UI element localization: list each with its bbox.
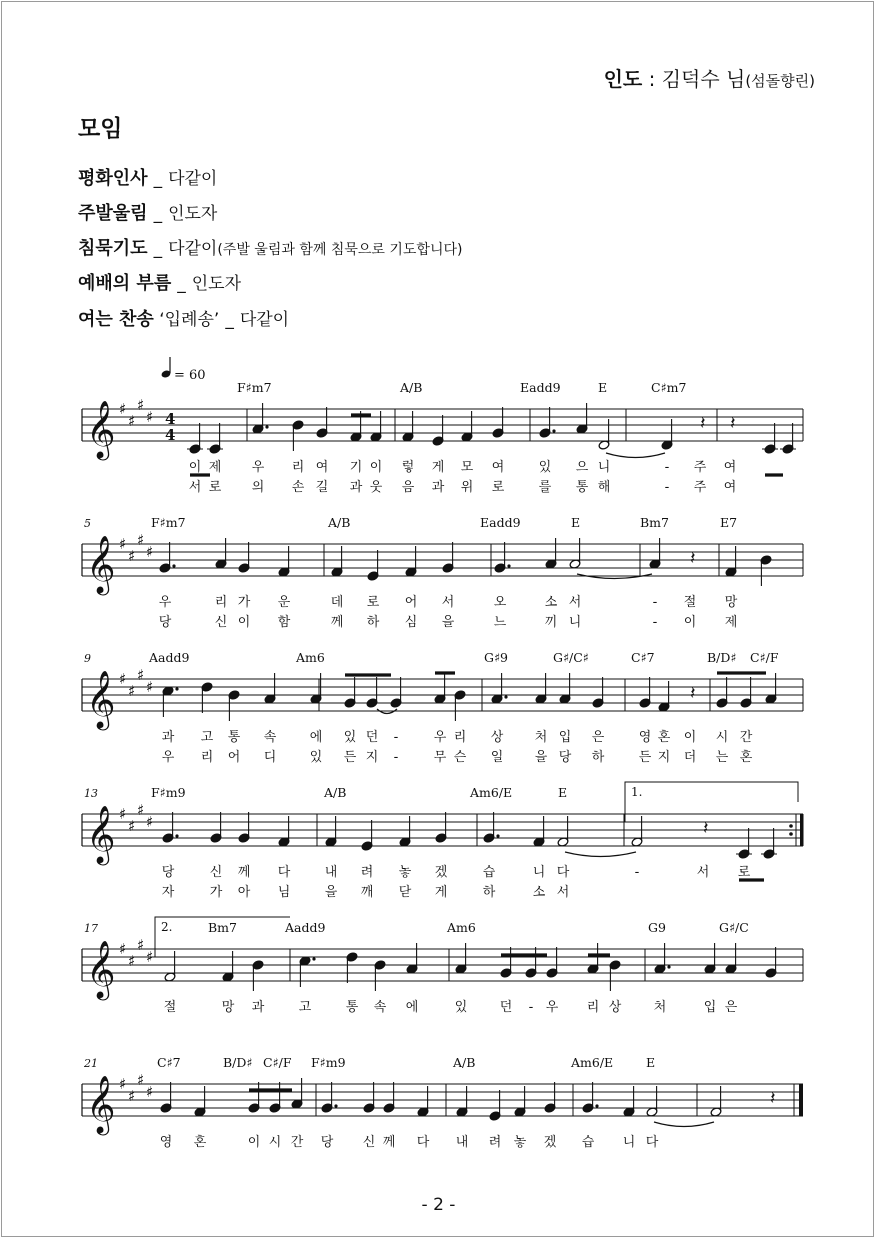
dot — [595, 1104, 598, 1107]
treble-clef-icon: 𝄞 — [86, 940, 116, 998]
order-item-name: 여는 찬송 — [78, 309, 154, 330]
lyric-syllable: - — [528, 1000, 534, 1015]
lyric-syllable: 우 — [545, 1000, 559, 1015]
chord-symbol: Am6 — [296, 650, 325, 665]
lyric-syllable: 과 — [251, 1000, 265, 1015]
lyric-syllable: 던 — [365, 730, 379, 745]
lyric-syllable: 여 — [491, 460, 505, 475]
key-signature-sharp: ♯ — [137, 1071, 145, 1089]
lyric-syllable: 다 — [645, 1135, 659, 1150]
lyric-syllable: 당 — [161, 865, 175, 880]
lyric-syllable: 습 — [482, 865, 496, 880]
dot — [504, 695, 507, 698]
section-title: 모임 — [78, 116, 123, 142]
volta-number: 1. — [631, 785, 643, 799]
lyric-syllable: 망 — [221, 1000, 235, 1015]
lyric-syllable: 리 — [214, 595, 228, 610]
order-participant: 다같이 — [239, 310, 290, 330]
dot — [334, 1104, 337, 1107]
lyric-syllable: 지 — [657, 750, 671, 765]
chord-symbol: C♯7 — [631, 650, 655, 665]
lyric-syllable: 해 — [597, 480, 611, 495]
lyric-syllable: 무 — [433, 750, 447, 765]
key-signature-sharp: ♯ — [137, 396, 145, 414]
lyric-syllable: 입 — [703, 1000, 717, 1015]
lyric-syllable: 하 — [591, 750, 605, 765]
lyric-syllable: 손 — [291, 480, 305, 495]
lyric-syllable: - — [393, 730, 399, 745]
lyric-syllable: 리 — [453, 730, 467, 745]
lyric-syllable: 렇 — [401, 460, 415, 475]
lyric-syllable: 있 — [538, 460, 552, 475]
lyric-syllable: 혼 — [657, 730, 671, 745]
quarter-rest: 𝄽 — [690, 548, 696, 569]
dot — [265, 425, 268, 428]
lyric-syllable: 여 — [315, 460, 329, 475]
lyric-syllable: 절 — [163, 1000, 177, 1015]
lyric-syllable: 슨 — [453, 750, 467, 765]
order-item-name: 평화인사 — [78, 168, 148, 189]
lyric-syllable: 소 — [532, 885, 546, 900]
lyric-syllable: 주 — [693, 460, 707, 475]
key-signature-sharp: ♯ — [119, 400, 127, 418]
order-separator: _ — [153, 204, 163, 224]
key-signature-sharp: ♯ — [119, 940, 127, 958]
lyric-syllable: 로 — [737, 865, 751, 880]
order-separator: _ — [153, 239, 163, 259]
lyric-syllable: 운 — [277, 595, 291, 610]
lyric-syllable: 어 — [227, 750, 241, 765]
quarter-rest: 𝄽 — [730, 413, 736, 434]
lyric-syllable: 간 — [290, 1135, 304, 1150]
lyric-syllable: - — [652, 595, 658, 610]
lyric-syllable: 을 — [441, 615, 455, 630]
chord-symbol: E — [646, 1055, 656, 1070]
tie — [606, 453, 665, 458]
key-signature-sharp: ♯ — [146, 1083, 154, 1101]
repeat-dot — [789, 824, 793, 828]
lyric-syllable: 은 — [724, 1000, 738, 1015]
lyric-syllable: 은 — [591, 730, 605, 745]
lyric-syllable: 이 — [247, 1135, 261, 1150]
lyric-syllable: 니 — [532, 865, 546, 880]
chord-symbol: B/D♯ — [223, 1055, 253, 1070]
lyric-syllable: 이 — [369, 460, 383, 475]
lyric-syllable: 신 — [362, 1135, 376, 1150]
key-signature-sharp: ♯ — [137, 801, 145, 819]
order-item-name: 침묵기도 — [78, 238, 148, 259]
lyric-syllable: 가 — [209, 885, 223, 900]
key-signature-sharp: ♯ — [137, 936, 145, 954]
measure-number: 5 — [84, 517, 91, 530]
lyric-syllable: 망 — [724, 595, 738, 610]
lyric-syllable: 가 — [237, 595, 251, 610]
lyric-syllable: 리 — [291, 460, 305, 475]
order-separator: _ — [177, 274, 186, 294]
lyric-syllable: 이 — [237, 615, 251, 630]
order-participant: 인도자 — [168, 204, 218, 224]
lyric-syllable: 께 — [330, 615, 344, 630]
quarter-rest: 𝄽 — [770, 1088, 776, 1109]
chord-symbol: A/B — [453, 1055, 476, 1070]
lyric-syllable: 통 — [575, 480, 589, 495]
leader-name: 김덕수 님 — [661, 67, 746, 91]
measure-number: 17 — [84, 922, 98, 935]
order-separator: _ — [225, 310, 234, 330]
lyric-syllable: 혼 — [193, 1135, 207, 1150]
lyric-syllable: 내 — [324, 865, 338, 880]
chord-symbol: E — [598, 380, 608, 395]
lyric-syllable: 을 — [324, 885, 338, 900]
lyric-syllable: 로 — [491, 480, 505, 495]
key-signature-sharp: ♯ — [128, 412, 136, 430]
lyric-syllable: 함 — [277, 615, 291, 630]
chord-symbol: Aadd9 — [285, 920, 326, 935]
time-signature-bottom: 4 — [165, 426, 176, 444]
key-signature-sharp: ♯ — [137, 531, 145, 549]
chord-symbol: F♯m7 — [237, 380, 272, 395]
lyric-syllable: 우 — [433, 730, 447, 745]
chord-symbol: A/B — [400, 380, 423, 395]
lyric-syllable: 당 — [158, 615, 172, 630]
lyric-syllable: - — [664, 480, 670, 495]
dot — [507, 564, 510, 567]
chord-symbol: G♯/C — [719, 920, 749, 935]
lyric-syllable: 여 — [723, 460, 737, 475]
lyric-syllable: 끼 — [544, 615, 558, 630]
chord-symbol: C♯m7 — [651, 380, 687, 395]
lyric-syllable: 이 — [188, 460, 202, 475]
key-signature-sharp: ♯ — [119, 1075, 127, 1093]
chord-symbol: E7 — [720, 515, 738, 530]
lyric-syllable: 상 — [490, 730, 504, 745]
lyric-syllable: 니 — [622, 1135, 636, 1150]
chord-symbol: G♯/C♯ — [553, 650, 589, 665]
lyric-syllable: 려 — [488, 1135, 502, 1150]
lyric-syllable: 위 — [460, 480, 474, 495]
lyric-syllable: 절 — [683, 595, 697, 610]
order-item-name: 예배의 부름 — [78, 273, 172, 294]
order-participant: 인도자 — [191, 274, 241, 294]
chord-symbol: F♯m7 — [151, 515, 186, 530]
chord-symbol: B/D♯ — [707, 650, 737, 665]
lyric-syllable: 서 — [696, 865, 710, 880]
key-signature-sharp: ♯ — [119, 805, 127, 823]
lyric-syllable: 오 — [493, 595, 507, 610]
key-signature-sharp: ♯ — [128, 682, 136, 700]
lyric-syllable: 를 — [538, 480, 552, 495]
key-signature-sharp: ♯ — [146, 678, 154, 696]
key-signature-sharp: ♯ — [146, 948, 154, 966]
chord-symbol: F♯m9 — [151, 785, 186, 800]
lyric-syllable: 과 — [161, 730, 175, 745]
lyric-syllable: 당 — [320, 1135, 334, 1150]
key-signature-sharp: ♯ — [119, 670, 127, 688]
order-item-name: 주발울림 — [78, 203, 148, 224]
lyric-syllable: 놓 — [513, 1135, 527, 1150]
lyric-syllable: 의 — [251, 480, 265, 495]
lyric-syllable: 께 — [237, 865, 251, 880]
final-barline-thick — [799, 1084, 803, 1116]
key-signature-sharp: ♯ — [146, 813, 154, 831]
lyric-syllable: 속 — [263, 730, 277, 745]
lyric-syllable: 데 — [330, 595, 344, 610]
key-signature-sharp: ♯ — [146, 543, 154, 561]
lyric-syllable: - — [634, 865, 640, 880]
lyric-syllable: 웃 — [369, 480, 383, 495]
lyric-syllable: 니 — [597, 460, 611, 475]
lyric-syllable: 자 — [161, 885, 175, 900]
chord-symbol: Eadd9 — [480, 515, 521, 530]
quarter-rest: 𝄽 — [700, 413, 706, 434]
lyric-syllable: 겠 — [434, 865, 448, 880]
tempo-marking: = 60 — [174, 368, 206, 383]
lyric-syllable: 니 — [568, 615, 582, 630]
lyric-syllable: 당 — [558, 750, 572, 765]
chord-symbol: E — [571, 515, 581, 530]
treble-clef-icon: 𝄞 — [86, 1075, 116, 1133]
lyric-syllable: 다 — [277, 865, 291, 880]
volta-bracket — [625, 782, 798, 822]
lyric-syllable: 영 — [638, 730, 652, 745]
lyric-syllable: 과 — [431, 480, 445, 495]
lyric-syllable: 상 — [608, 1000, 622, 1015]
lyric-syllable: 속 — [373, 1000, 387, 1015]
lyric-syllable: 일 — [490, 750, 504, 765]
treble-clef-icon: 𝄞 — [86, 670, 116, 728]
key-signature-sharp: ♯ — [128, 1087, 136, 1105]
chord-symbol: Bm7 — [208, 920, 237, 935]
lyric-syllable: 제 — [208, 460, 222, 475]
lyric-syllable: 신 — [214, 615, 228, 630]
leader-colon: : — [648, 67, 656, 91]
treble-clef-icon: 𝄞 — [86, 805, 116, 863]
lyric-syllable: 지 — [365, 750, 379, 765]
lyric-syllable: 우 — [161, 750, 175, 765]
chord-symbol: C♯/F — [750, 650, 779, 665]
lyric-syllable: - — [393, 750, 399, 765]
lyric-syllable: 소 — [544, 595, 558, 610]
lyric-syllable: 있 — [309, 750, 323, 765]
staff-system — [82, 917, 803, 981]
treble-clef-icon: 𝄞 — [86, 400, 116, 458]
order-note: (주발 울림과 함께 침묵으로 기도합니다) — [217, 242, 463, 258]
lyric-syllable: 음 — [401, 480, 415, 495]
lyric-syllable: 시 — [715, 730, 729, 745]
lyric-syllable: 시 — [268, 1135, 282, 1150]
lyric-syllable: 우 — [251, 460, 265, 475]
chord-symbol: Am6 — [447, 920, 476, 935]
chord-symbol: Aadd9 — [149, 650, 190, 665]
lyric-syllable: 간 — [739, 730, 753, 745]
chord-symbol: Am6/E — [571, 1055, 614, 1070]
time-signature-top: 4 — [165, 410, 176, 428]
measure-number: 21 — [84, 1057, 98, 1070]
lyric-syllable: 습 — [581, 1135, 595, 1150]
tie — [565, 852, 636, 857]
key-signature-sharp: ♯ — [128, 817, 136, 835]
chord-symbol: Eadd9 — [520, 380, 561, 395]
key-signature-sharp: ♯ — [146, 408, 154, 426]
chord-symbol: A/B — [324, 785, 347, 800]
lyric-syllable: 고 — [298, 1000, 312, 1015]
lyric-syllable: 길 — [315, 480, 329, 495]
lyric-syllable: 서 — [188, 480, 202, 495]
lyric-syllable: 게 — [431, 460, 445, 475]
chord-symbol: G♯9 — [484, 650, 508, 665]
page-number: - 2 - — [421, 1195, 456, 1215]
lyric-syllable: 려 — [360, 865, 374, 880]
lyric-syllable: 이 — [683, 615, 697, 630]
lyric-syllable: 영 — [159, 1135, 173, 1150]
chord-symbol: G9 — [648, 920, 666, 935]
lyric-syllable: - — [652, 615, 658, 630]
quarter-rest: 𝄽 — [703, 818, 709, 839]
lyric-syllable: 하 — [366, 615, 380, 630]
order-song-title: ‘입례송’ — [159, 310, 220, 330]
chord-symbol: A/B — [328, 515, 351, 530]
lyric-syllable: 처 — [653, 1000, 667, 1015]
order-participant: 다같이 — [168, 169, 218, 189]
chord-symbol: E — [558, 785, 568, 800]
lyric-syllable: 과 — [349, 480, 363, 495]
chord-symbol: F♯m9 — [311, 1055, 346, 1070]
key-signature-sharp: ♯ — [119, 535, 127, 553]
order-separator: _ — [153, 169, 163, 189]
lyric-syllable: 서 — [568, 595, 582, 610]
lyric-syllable: - — [664, 460, 670, 475]
dot — [172, 564, 175, 567]
repeat-dot — [789, 832, 793, 836]
lyric-syllable: 기 — [349, 460, 363, 475]
lyric-syllable: 느 — [493, 615, 507, 630]
lyric-syllable: 을 — [534, 750, 548, 765]
measure-number: 9 — [84, 652, 91, 665]
dot — [552, 429, 555, 432]
lyric-syllable: 께 — [382, 1135, 396, 1150]
lyric-syllable: 리 — [200, 750, 214, 765]
lyric-syllable: 다 — [556, 865, 570, 880]
lyric-syllable: 어 — [404, 595, 418, 610]
lyric-syllable: 서 — [556, 885, 570, 900]
lyric-syllable: 겠 — [543, 1135, 557, 1150]
dot — [175, 834, 178, 837]
lyric-syllable: 리 — [586, 1000, 600, 1015]
tie — [654, 1122, 714, 1127]
dot — [667, 965, 670, 968]
measure-number: 13 — [84, 787, 98, 800]
lyric-syllable: 던 — [499, 1000, 513, 1015]
treble-clef-icon: 𝄞 — [86, 535, 116, 593]
lyric-syllable: 닫 — [398, 885, 412, 900]
key-signature-sharp: ♯ — [128, 547, 136, 565]
lyric-syllable: 게 — [434, 885, 448, 900]
lyric-syllable: 디 — [263, 750, 277, 765]
lyric-syllable: 모 — [460, 460, 474, 475]
lyric-syllable: 있 — [343, 730, 357, 745]
dot — [312, 957, 315, 960]
lyric-syllable: 깨 — [360, 885, 374, 900]
lyric-syllable: 하 — [482, 885, 496, 900]
lyric-syllable: 다 — [416, 1135, 430, 1150]
lyric-syllable: 있 — [454, 1000, 468, 1015]
leader-affiliation: (섬돌향린) — [745, 72, 815, 90]
staff-system — [82, 1084, 803, 1116]
lyric-syllable: 제 — [724, 615, 738, 630]
lyric-syllable: 통 — [345, 1000, 359, 1015]
key-signature-sharp: ♯ — [137, 666, 145, 684]
lyric-syllable: 에 — [405, 1000, 419, 1015]
lyric-syllable: 내 — [455, 1135, 469, 1150]
lyric-syllable: 아 — [237, 885, 251, 900]
dot — [175, 687, 178, 690]
order-participant: 다같이 — [168, 239, 218, 259]
lyric-syllable: 우 — [158, 595, 172, 610]
lyric-syllable: 주 — [693, 480, 707, 495]
chord-symbol: C♯7 — [157, 1055, 181, 1070]
quarter-rest: 𝄽 — [690, 683, 696, 704]
lyric-syllable: 든 — [638, 750, 652, 765]
key-signature-sharp: ♯ — [128, 952, 136, 970]
chord-symbol: C♯/F — [263, 1055, 292, 1070]
volta-number: 2. — [161, 920, 173, 934]
lyric-syllable: 로 — [208, 480, 222, 495]
lyric-syllable: 입 — [558, 730, 572, 745]
lyric-syllable: 고 — [200, 730, 214, 745]
lyric-syllable: 에 — [309, 730, 323, 745]
lyric-syllable: 신 — [209, 865, 223, 880]
chord-symbol: Am6/E — [470, 785, 513, 800]
lyric-syllable: 심 — [404, 615, 418, 630]
lyric-syllable: 놓 — [398, 865, 412, 880]
lyric-syllable: 여 — [723, 480, 737, 495]
lyric-syllable: 든 — [343, 750, 357, 765]
lyric-syllable: 로 — [366, 595, 380, 610]
lyric-syllable: 혼 — [739, 750, 753, 765]
lyric-syllable: 처 — [534, 730, 548, 745]
dot — [496, 834, 499, 837]
chord-symbol: Bm7 — [640, 515, 669, 530]
lyric-syllable: 으 — [575, 460, 589, 475]
lyric-syllable: 통 — [227, 730, 241, 745]
leader-label: 인도 — [603, 67, 643, 91]
repeat-thick-barline — [800, 814, 804, 846]
lyric-syllable: 서 — [441, 595, 455, 610]
lyric-syllable: 는 — [715, 750, 729, 765]
lyric-syllable: 님 — [277, 885, 291, 900]
lyric-syllable: 더 — [683, 750, 697, 765]
lyric-syllable: 이 — [683, 730, 697, 745]
